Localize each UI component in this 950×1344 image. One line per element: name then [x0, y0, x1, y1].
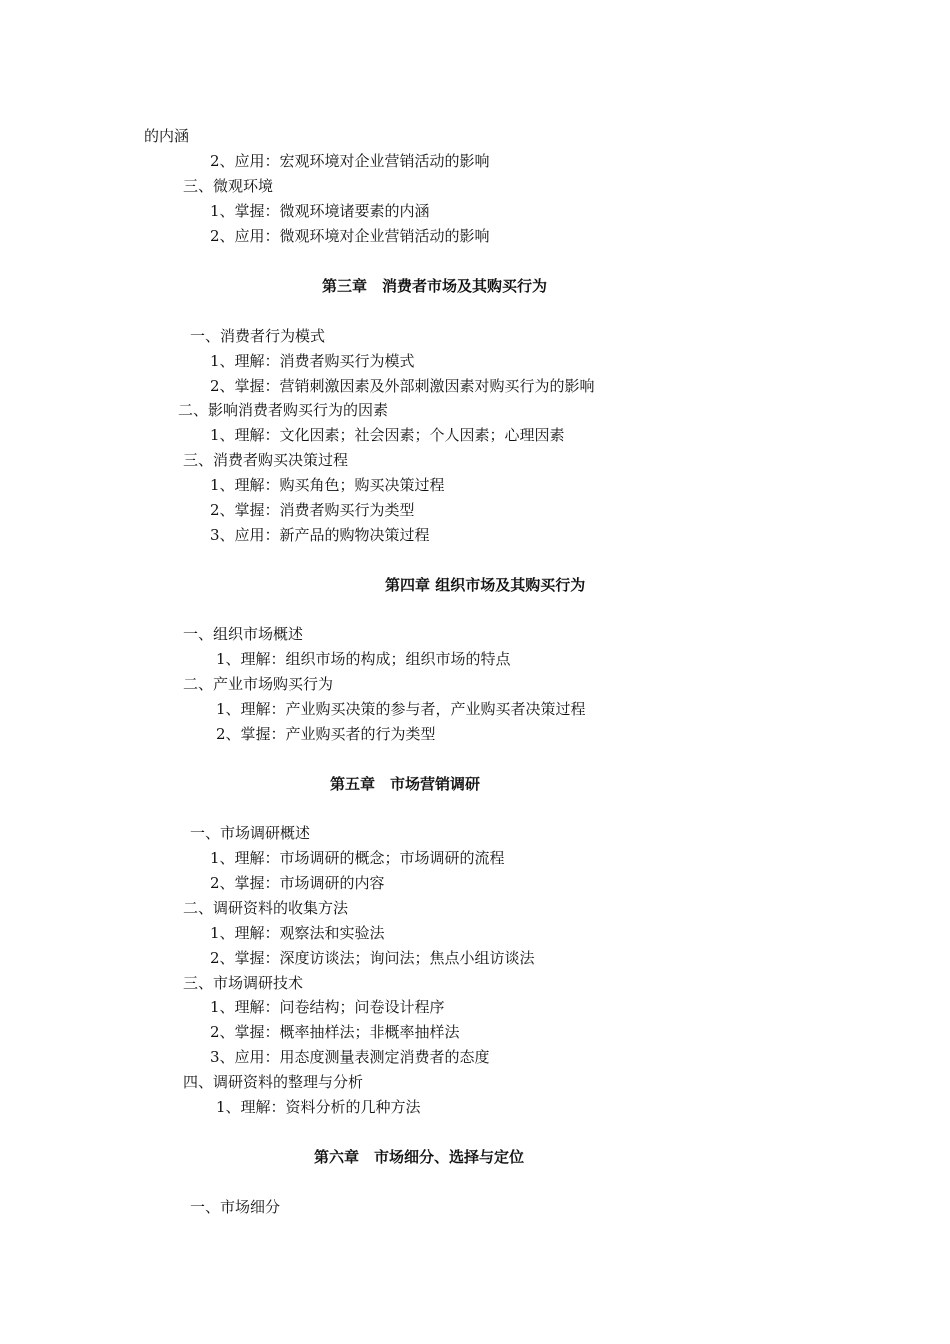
text-line: 四、调研资料的整理与分析	[183, 1073, 364, 1091]
text-line: 2、掌握：产业购买者的行为类型	[216, 725, 436, 743]
text-line: 2、应用：微观环境对企业营销活动的影响	[210, 227, 490, 245]
text-line: 2、掌握：概率抽样法；非概率抽样法	[210, 1023, 460, 1041]
chapter-heading: 第五章 市场营销调研	[330, 775, 481, 793]
text-line: 三、市场调研技术	[183, 974, 304, 992]
text-line: 1、理解：文化因素；社会因素；个人因素；心理因素	[210, 426, 565, 444]
text-line: 三、微观环境	[183, 177, 274, 195]
chapter-heading: 第六章 市场细分、选择与定位	[314, 1148, 525, 1166]
text-line: 1、理解：购买角色；购买决策过程	[210, 476, 445, 494]
text-line: 二、产业市场购买行为	[183, 675, 334, 693]
text-line: 2、掌握：市场调研的内容	[210, 874, 385, 892]
text-line: 3、应用：用态度测量表测定消费者的态度	[210, 1048, 490, 1066]
text-line: 1、理解：组织市场的构成；组织市场的特点	[216, 650, 511, 668]
chapter-heading: 第三章 消费者市场及其购买行为	[322, 277, 548, 295]
text-line: 3、应用：新产品的购物决策过程	[210, 526, 430, 544]
chapter-heading: 第四章 组织市场及其购买行为	[385, 576, 586, 594]
text-line: 1、理解：观察法和实验法	[210, 924, 385, 942]
text-line: 一、市场细分	[190, 1198, 281, 1216]
text-line: 一、组织市场概述	[183, 625, 304, 643]
text-line: 2、掌握：营销刺激因素及外部刺激因素对购买行为的影响	[210, 377, 595, 395]
text-line: 2、掌握：深度访谈法；询问法；焦点小组访谈法	[210, 949, 535, 967]
text-line: 1、理解：资料分析的几种方法	[216, 1098, 421, 1116]
text-line: 1、理解：产业购买决策的参与者，产业购买者决策过程	[216, 700, 586, 718]
text-line: 1、理解：消费者购买行为模式	[210, 352, 415, 370]
text-line: 1、理解：市场调研的概念；市场调研的流程	[210, 849, 505, 867]
text-line: 一、消费者行为模式	[190, 327, 326, 345]
text-line: 2、掌握：消费者购买行为类型	[210, 501, 415, 519]
text-line: 1、掌握：微观环境诸要素的内涵	[210, 202, 430, 220]
text-line: 2、应用：宏观环境对企业营销活动的影响	[210, 152, 490, 170]
text-line: 1、理解：问卷结构；问卷设计程序	[210, 998, 445, 1016]
text-line: 一、市场调研概述	[190, 824, 311, 842]
text-line: 二、影响消费者购买行为的因素	[178, 401, 389, 419]
text-line: 二、调研资料的收集方法	[183, 899, 349, 917]
text-line: 三、消费者购买决策过程	[183, 451, 349, 469]
text-line: 的内涵	[144, 127, 190, 145]
